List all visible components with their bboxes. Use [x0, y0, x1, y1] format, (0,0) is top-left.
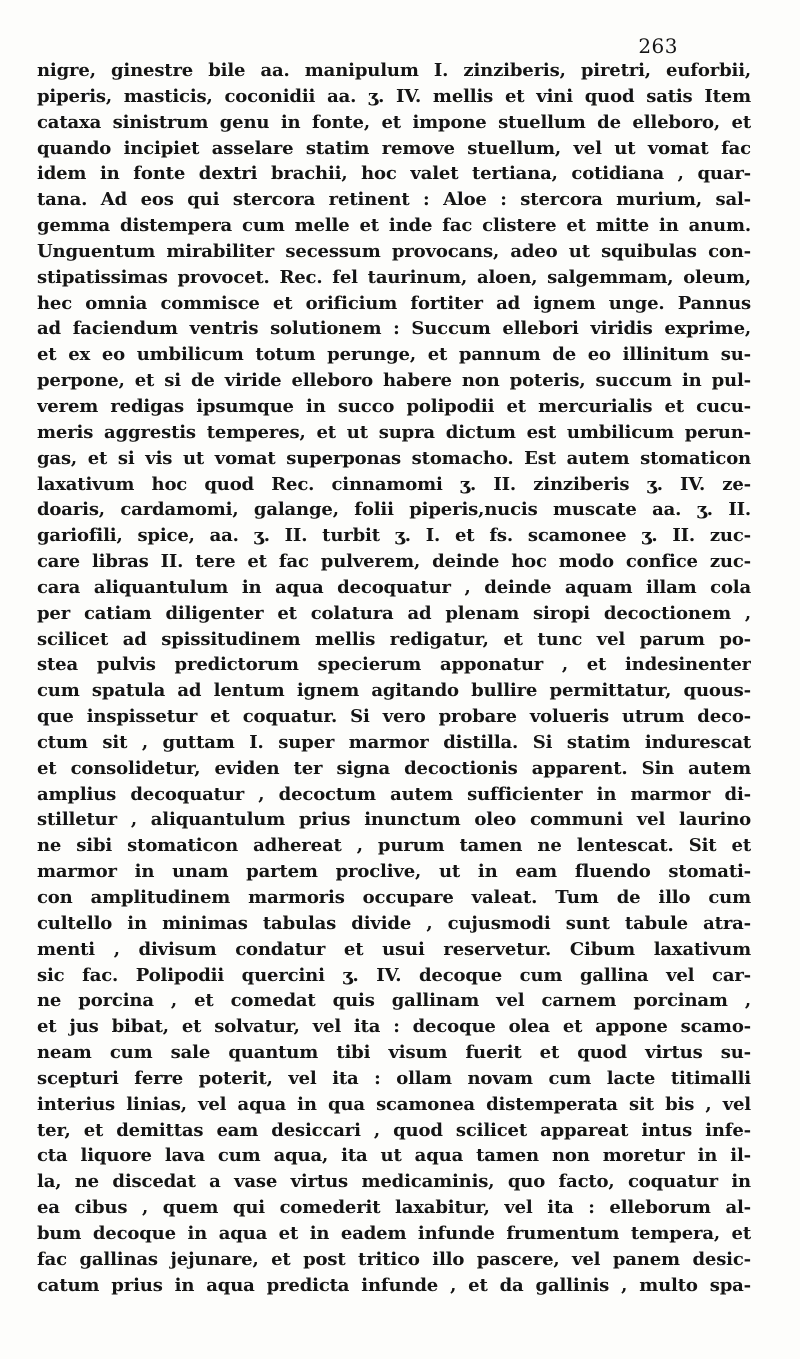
text-line: neam cum sale quantum tibi visum fuerit et quod virtus su- — [37, 1042, 751, 1064]
text-line: menti , divisum condatur et usui reservetur. Cibum laxativum — [37, 938, 751, 960]
text-line: meris aggrestis temperes, et ut supra dictum est umbilicum perun- — [37, 421, 751, 443]
text-line: la, ne discedat a vase virtus medicaminis, quo facto, coquatur in — [37, 1171, 751, 1193]
text-line: sic fac. Polipodii quercini ʒ. IV. decoque cum gallina vel car- — [37, 964, 751, 986]
text-line: amplius decoquatur , decoctum autem sufficienter in marmor di- — [37, 783, 751, 805]
text-line: perpone, et si de viride elleboro habere non poteris, succum in pul- — [37, 370, 751, 392]
text-line: marmor in unam partem proclive, ut in eam fluendo stomati- — [37, 861, 751, 883]
text-line: et jus bibat, et solvatur, vel ita : decoque olea et appone scamo- — [37, 1016, 751, 1038]
text-line: ad faciendum ventris solutionem : Succum ellebori viridis exprime, — [37, 318, 751, 340]
text-line: que inspissetur et coquatur. Si vero probare volueris utrum deco- — [37, 706, 751, 728]
text-line: stipatissimas provocet. Rec. fel taurinum, aloen, salgemmam, oleum, — [37, 266, 751, 288]
text-line: cara aliquantulum in aqua decoquatur , deinde aquam illam cola — [37, 576, 751, 598]
text-line: cultello in minimas tabulas divide , cujusmodi sunt tabule atra- — [37, 912, 751, 934]
text-line: quando incipiet asselare statim remove stuellum, vel ut vomat fac — [37, 137, 751, 159]
text-line: stilletur , aliquantulum prius inunctum oleo communi vel laurino — [37, 809, 751, 831]
text-line: care libras II. tere et fac pulverem, deinde hoc modo confice zuc- — [37, 551, 751, 573]
text-line: verem redigas ipsumque in succo polipodii et mercurialis et cucu- — [37, 395, 751, 417]
text-line: cum spatula ad lentum ignem agitando bullire permittatur, quous- — [37, 680, 751, 702]
text-line: laxativum hoc quod Rec. cinnamomi ʒ. II. zinziberis ʒ. IV. ze- — [37, 473, 751, 495]
text-line: scilicet ad spissitudinem mellis redigatur, et tunc vel parum po- — [37, 628, 751, 650]
text-line: ea cibus , quem qui comederit laxabitur, vel ita : elleborum al- — [37, 1197, 751, 1219]
text-line: gemma distempera cum melle et inde fac clistere et mitte in anum. — [37, 215, 751, 237]
text-line: gas, et si vis ut vomat superponas stomacho. Est autem stomaticon — [37, 447, 751, 469]
text-line: scepturi ferre poterit, vel ita : ollam novam cum lacte titimalli — [37, 1067, 751, 1089]
text-line: stea pulvis predictorum specierum apponatur , et indesinenter — [37, 654, 751, 676]
text-line: hec omnia commisce et orificium fortiter ad ignem unge. Pannus — [37, 292, 751, 314]
text-line: ne sibi stomaticon adhereat , purum tamen ne lentescat. Sit et — [37, 835, 751, 857]
text-line: piperis, masticis, coconidii aa. ʒ. IV. mellis et vini quod satis Item — [37, 85, 751, 107]
text-line: bum decoque in aqua et in eadem infunde frumentum tempera, et — [37, 1222, 751, 1244]
text-line: ctum sit , guttam I. super marmor distilla. Si statim indurescat — [37, 731, 751, 753]
text-line: interius linias, vel aqua in qua scamonea distemperata sit bis , vel — [37, 1093, 751, 1115]
text-line: gariofili, spice, aa. ʒ. II. turbit ʒ. I. et fs. scamonee ʒ. II. zuc- — [37, 525, 751, 547]
body-text — [37, 58, 751, 1299]
text-line: doaris, cardamomi, galange, folii piperis,nucis muscate aa. ʒ. II. — [37, 499, 751, 521]
text-line: cataxa sinistrum genu in fonte, et impone stuellum de elleboro, et — [37, 111, 751, 133]
text-line: tana. Ad eos qui stercora retinent : Aloe : stercora murium, sal- — [37, 189, 751, 211]
text-line: fac gallinas jejunare, et post tritico illo pascere, vel panem desic- — [37, 1248, 751, 1270]
text-line: et ex eo umbilicum totum perunge, et pannum de eo illinitum su- — [37, 344, 751, 366]
text-line: con amplitudinem marmoris occupare valeat. Tum de illo cum — [37, 887, 751, 908]
text-line: ne porcina , et comedat quis gallinam vel carnem porcinam , — [37, 990, 751, 1012]
page-number: 263 — [638, 34, 678, 58]
text-line: catum prius in aqua predicta infunde , et da gallinis , multo spa- — [37, 1274, 751, 1296]
text-line: idem in fonte dextri brachii, hoc valet tertiana, cotidiana , quar- — [37, 163, 751, 185]
text-line: Unguentum mirabiliter secessum provocans, adeo ut squibulas con- — [37, 240, 751, 262]
text-line: per catiam diligenter et colatura ad plenam siropi decoctionem , — [37, 602, 751, 624]
text-line: et consolidetur, eviden ter signa decoctionis apparent. Sin autem — [37, 757, 751, 779]
text-line: nigre, ginestre bile aa. manipulum I. zinziberis, piretri, euforbii, — [37, 60, 751, 81]
text-line: ter, et demittas eam desiccari , quod scilicet appareat intus infe- — [37, 1119, 751, 1141]
text-line: cta liquore lava cum aqua, ita ut aqua tamen non moretur in il- — [37, 1145, 751, 1167]
